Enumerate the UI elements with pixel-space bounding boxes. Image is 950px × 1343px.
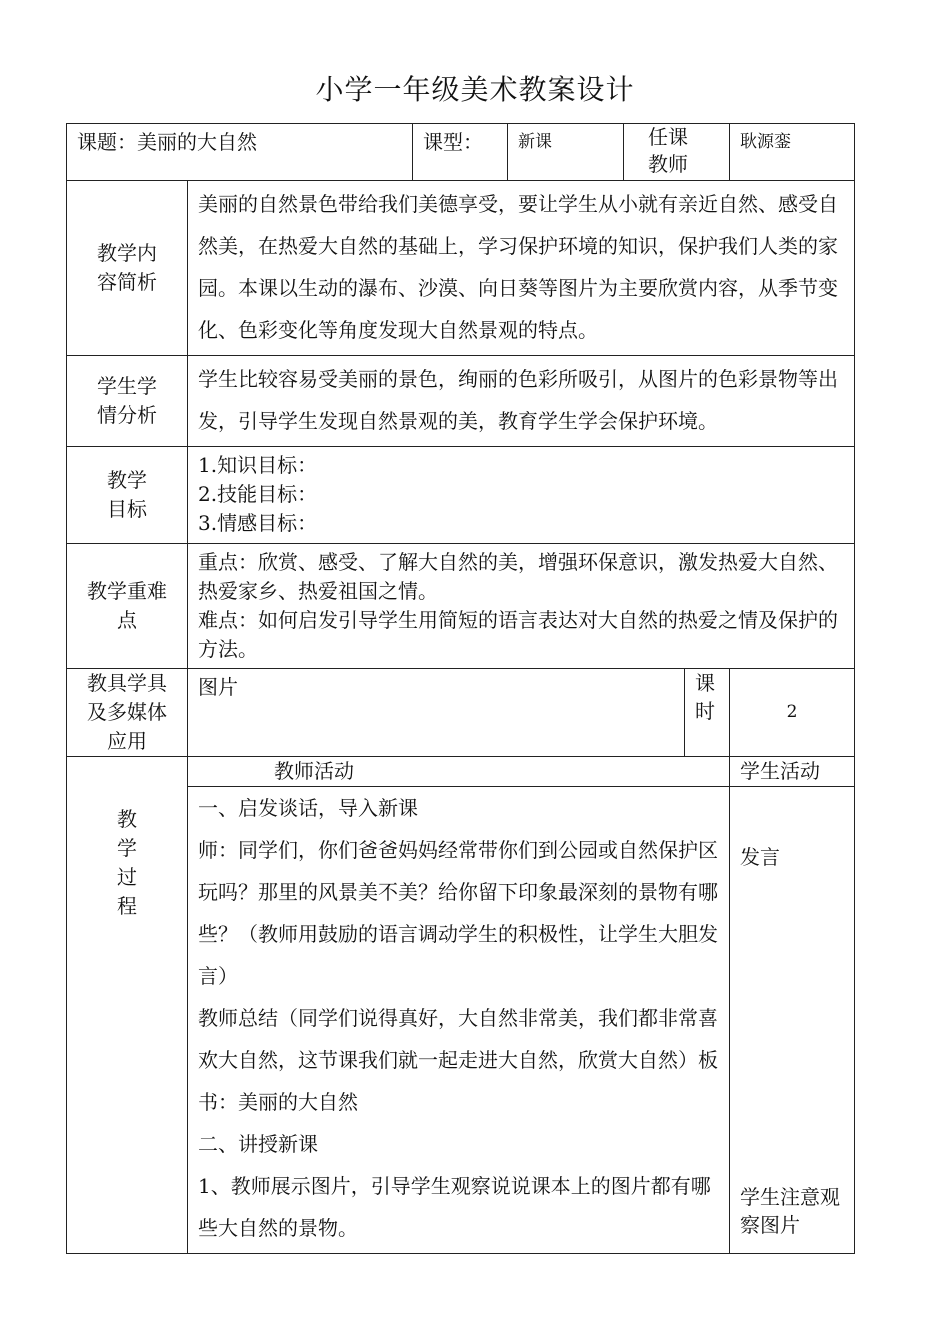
content-analysis-row: [67, 181, 855, 356]
teacher-line: 1、教师展示图片，引导学生观察说说课本上的图片都有哪些大自然的景物。: [198, 1174, 711, 1240]
teacher-activity: [188, 787, 730, 1254]
student-activity: [730, 787, 855, 1254]
type-value: 新课: [508, 124, 624, 181]
teacher-line: 一、启发谈话，导入新课: [198, 796, 418, 820]
teacher-value: 耿源銮: [730, 124, 855, 181]
header-row: [67, 124, 855, 181]
media-value: 图片: [188, 669, 685, 757]
objective-item: 3.情感目标：: [198, 511, 318, 535]
student-analysis-label: 学生学 情分析: [67, 356, 188, 447]
objective-item: 1.知识目标：: [198, 453, 318, 477]
teacher-line: 师：同学们，你们爸爸妈妈经常带你们到公园或自然保护区玩吗？那里的风景美不美？给你留下印象最深刻的景物有哪些？（教师用鼓励的语言调动学生的积极性，让学生大胆发言）: [198, 838, 718, 988]
content-analysis-text: 美丽的自然景色带给我们美德享受，要让学生从小就有亲近自然、感受自然美，在热爱大自然的基础上，学习保护环境的知识，保护我们人类的家园。本课以生动的瀑布、沙漠、向日葵等图片为主要欣赏内容，从季节变化、色彩变化等角度发现大自然景观的特点。: [188, 181, 855, 356]
hours-label: 课 时: [685, 669, 730, 757]
teacher-line: 二、讲授新课: [198, 1132, 318, 1156]
topic-value: 美丽的大自然: [137, 130, 257, 154]
student-analysis-row: [67, 356, 855, 447]
student-activity-speak: 发言: [740, 845, 780, 869]
student-analysis-text: 学生比较容易受美丽的景色，绚丽的色彩所吸引，从图片的色彩景物等出发，引导学生发现自然景观的美，教育学生学会保护环境。: [188, 356, 855, 447]
teacher-activity-header: 教师活动: [188, 757, 730, 787]
media-label: 教具学具 及多媒体 应用: [67, 669, 188, 757]
objective-item: 2.技能目标：: [198, 482, 318, 506]
student-activity-observe: 学生注意观察图片: [740, 1185, 840, 1237]
hours-value: 2: [730, 669, 855, 757]
teacher-label: 任课 教师: [624, 124, 730, 181]
content-analysis-label: 教学内 容简析: [67, 181, 188, 356]
key-points-text: [188, 544, 855, 669]
topic-cell: [67, 124, 413, 181]
key-point: 重点：欣赏、感受、了解大自然的美，增强环保意识，激发热爱大自然、热爱家乡、热爱祖国之情。: [198, 550, 838, 603]
process-header-row: [67, 757, 855, 787]
key-points-label: 教学重难 点: [67, 544, 188, 669]
difficult-point: 难点：如何启发引导学生用简短的语言表达对大自然的热爱之情及保护的方法。: [198, 608, 838, 661]
lesson-plan-table: [66, 123, 855, 1254]
objectives-row: [67, 447, 855, 544]
page-title: 小学一年级美术教案设计: [315, 73, 635, 106]
topic-label: 课题：: [77, 130, 137, 154]
process-label: 教 学 过 程: [67, 757, 188, 1254]
objectives-label: 教学 目标: [67, 447, 188, 544]
media-row: [67, 669, 855, 757]
type-label: 课型：: [413, 124, 508, 181]
objectives-list: [188, 447, 855, 544]
student-activity-header: 学生活动: [730, 757, 855, 787]
key-points-row: [67, 544, 855, 669]
teacher-line: 教师总结（同学们说得真好，大自然非常美，我们都非常喜欢大自然，这节课我们就一起走进大自然，欣赏大自然）板书：美丽的大自然: [198, 1006, 718, 1114]
